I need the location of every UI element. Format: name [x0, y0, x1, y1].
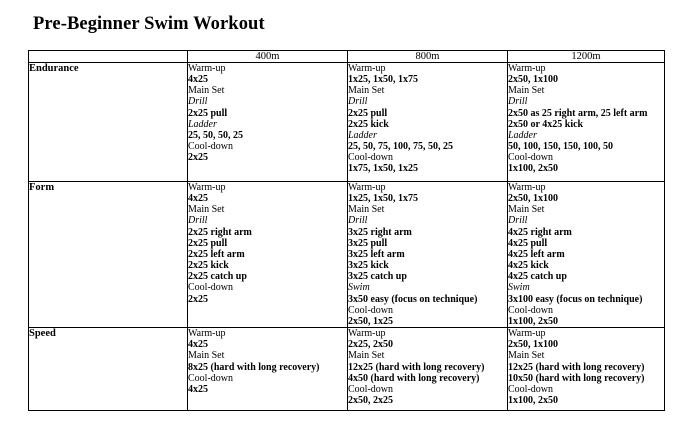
set-line: 4x50 (hard with long recovery) [348, 372, 480, 384]
workout-cell [508, 328, 665, 411]
set-line: 4x25 [188, 74, 208, 86]
set-line: 50, 100, 150, 150, 100, 50 [508, 141, 613, 153]
drill-type-label: Swim [348, 282, 370, 294]
set-line: 2x50 or 4x25 kick [508, 118, 584, 130]
workout-cell [348, 328, 508, 411]
set-line: 3x50 easy (focus on technique) [348, 293, 478, 305]
set-line: 2x25 kick [348, 118, 389, 130]
row-label-form: Form [29, 182, 188, 328]
set-line: 2x25 kick [188, 260, 229, 272]
set-line: 1x100, 2x50 [508, 315, 558, 327]
cool-down-label: Cool-down [508, 152, 553, 164]
drill-type-label: Drill [188, 215, 208, 227]
set-line: 3x25 catch up [348, 271, 407, 283]
set-line: 2x25 right arm [188, 226, 252, 238]
warm-up-label: Warm-up [348, 63, 386, 74]
main-set-label: Main Set [348, 85, 385, 97]
set-line: 1x25, 1x50, 1x75 [348, 193, 418, 205]
warm-up-label: Warm-up [508, 63, 546, 74]
set-line: 2x25, 2x50 [348, 339, 393, 351]
set-line: 1x25, 1x50, 1x75 [348, 74, 418, 86]
set-line: 25, 50, 50, 25 [188, 129, 243, 141]
set-line: 2x25 pull [188, 107, 228, 119]
cool-down-label: Cool-down [348, 383, 393, 395]
set-line: 4x25 catch up [508, 271, 567, 283]
set-line: 3x25 pull [348, 237, 388, 249]
drill-type-label: Ladder [188, 118, 217, 130]
set-line: 1x100, 2x50 [508, 163, 558, 175]
set-line: 12x25 (hard with long recovery) [508, 361, 645, 373]
cool-down-label: Cool-down [508, 304, 553, 316]
set-line: 2x50, 2x25 [348, 394, 393, 406]
set-line: 2x50, 1x25 [348, 315, 393, 327]
set-line: 1x75, 1x50, 1x25 [348, 163, 418, 175]
cool-down-label: Cool-down [188, 282, 233, 294]
corner-cell [29, 51, 188, 63]
warm-up-label: Warm-up [508, 182, 546, 193]
set-line: 2x25 pull [348, 107, 388, 119]
main-set-label: Main Set [348, 204, 385, 216]
main-set-label: Main Set [508, 204, 545, 216]
workout-cell [508, 63, 665, 182]
column-header-1200m: 1200m [508, 51, 665, 63]
set-line: 10x50 (hard with long recovery) [508, 372, 645, 384]
set-line: 1x100, 2x50 [508, 394, 558, 406]
drill-type-label: Drill [188, 96, 208, 108]
drill-type-label: Ladder [348, 129, 377, 141]
main-set-label: Main Set [508, 85, 545, 97]
workout-table [28, 50, 665, 411]
set-line: 2x25 pull [188, 237, 228, 249]
warm-up-label: Warm-up [348, 328, 386, 340]
warm-up-label: Warm-up [188, 63, 226, 74]
set-line: 3x25 right arm [348, 226, 412, 238]
cool-down-label: Cool-down [188, 141, 233, 153]
page-title: Pre-Beginner Swim Workout [33, 14, 265, 34]
main-set-label: Main Set [188, 350, 225, 362]
set-line: 2x50, 1x100 [508, 339, 558, 351]
set-line: 3x25 kick [348, 260, 389, 272]
main-set-label: Main Set [188, 204, 225, 216]
set-line: 2x25 left arm [188, 248, 245, 260]
cool-down-label: Cool-down [508, 383, 553, 395]
table-row-endurance [29, 63, 665, 182]
workout-cell [188, 328, 348, 411]
drill-type-label: Ladder [508, 129, 537, 141]
set-line: 2x50 as 25 right arm, 25 left arm [508, 107, 648, 119]
row-label-speed: Speed [29, 328, 188, 411]
set-line: 3x25 left arm [348, 248, 405, 260]
header-row [29, 51, 665, 63]
workout-cell [348, 63, 508, 182]
set-line: 12x25 (hard with long recovery) [348, 361, 485, 373]
column-header-400m: 400m [188, 51, 348, 63]
set-line: 2x25 [188, 152, 208, 164]
set-line: 2x25 catch up [188, 271, 247, 283]
workout-cell [348, 182, 508, 328]
warm-up-label: Warm-up [348, 182, 386, 193]
set-line: 4x25 right arm [508, 226, 572, 238]
warm-up-label: Warm-up [508, 328, 546, 340]
table-row-speed [29, 328, 665, 411]
workout-cell [188, 63, 348, 182]
set-line: 25, 50, 75, 100, 75, 50, 25 [348, 141, 453, 153]
set-line: 3x100 easy (focus on technique) [508, 293, 643, 305]
warm-up-label: Warm-up [188, 182, 226, 193]
drill-type-label: Drill [508, 96, 528, 108]
workout-cell [188, 182, 348, 328]
set-line: 4x25 left arm [508, 248, 565, 260]
cool-down-label: Cool-down [348, 152, 393, 164]
set-line: 4x25 [188, 339, 208, 351]
workout-cell [508, 182, 665, 328]
set-line: 2x50, 1x100 [508, 74, 558, 86]
drill-type-label: Drill [348, 96, 368, 108]
table-row-form [29, 182, 665, 328]
drill-type-label: Drill [348, 215, 368, 227]
set-line: 8x25 (hard with long recovery) [188, 361, 320, 373]
drill-type-label: Drill [508, 215, 528, 227]
set-line: 4x25 pull [508, 237, 548, 249]
main-set-label: Main Set [188, 85, 225, 97]
cool-down-label: Cool-down [188, 372, 233, 384]
warm-up-label: Warm-up [188, 328, 226, 340]
main-set-label: Main Set [508, 350, 545, 362]
set-line: 2x25 [188, 293, 208, 305]
row-label-endurance: Endurance [29, 63, 188, 182]
column-header-800m: 800m [348, 51, 508, 63]
drill-type-label: Swim [508, 282, 530, 294]
set-line: 4x25 kick [508, 260, 549, 272]
cool-down-label: Cool-down [348, 304, 393, 316]
set-line: 2x50, 1x100 [508, 193, 558, 205]
main-set-label: Main Set [348, 350, 385, 362]
set-line: 4x25 [188, 193, 208, 205]
set-line: 4x25 [188, 383, 208, 395]
